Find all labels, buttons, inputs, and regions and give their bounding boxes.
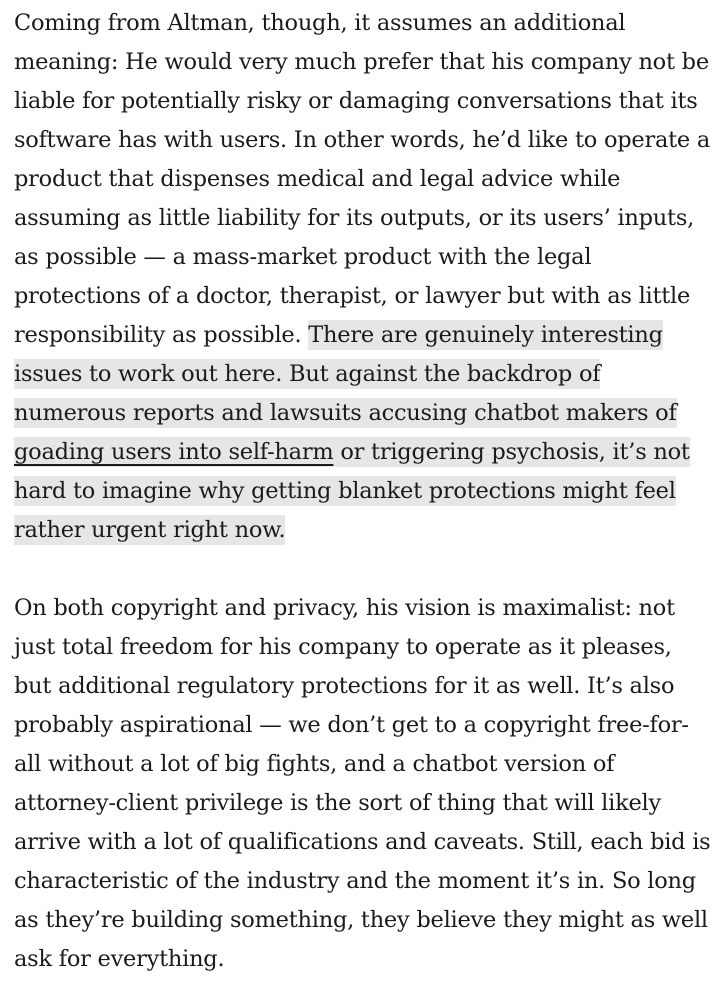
paragraph-1	[14, 4, 714, 550]
highlighted-passage[interactable]	[14, 320, 690, 545]
highlighted-text-end: or triggering psychosis, it’s not hard to imagine why getting blanket protections might feel rather urgent right now.	[14, 439, 690, 543]
article-body	[14, 4, 714, 979]
paragraph-1-text: Coming from Altman, though, it assumes an additional meaning: He would very much prefer that his company not be liable for potentially risky or damaging conversations that its software has with users. In other words, he’d like to operate a product that dispenses medical and legal advice while assuming as little liability for its outputs, or its users’ inputs, as possible — a mass-market product with the legal protections of a doctor, therapist, or lawyer but with as little responsibility as possible.	[14, 10, 711, 348]
paragraph-2: On both copyright and privacy, his vision is maximalist: not just total freedom for his company to operate as it pleases, but additional regulatory protections for it as well. It’s also probably aspirational — we don’t get to a copyright free-for-all without a lot of big fights, and a chatbot version of attorney-client privilege is the sort of thing that will likely arrive with a lot of qualifications and caveats. Still, each bid is characteristic of the industry and the moment it’s in. So long as they’re building something, they believe they might as well ask for everything.	[14, 595, 711, 972]
self-harm-link[interactable]: goading users into self-harm	[14, 439, 334, 465]
highlighted-text-start: There are genuinely interesting issues to work out here. But against the backdrop of numerous reports and lawsuits accusing chatbot makers of	[14, 322, 677, 426]
